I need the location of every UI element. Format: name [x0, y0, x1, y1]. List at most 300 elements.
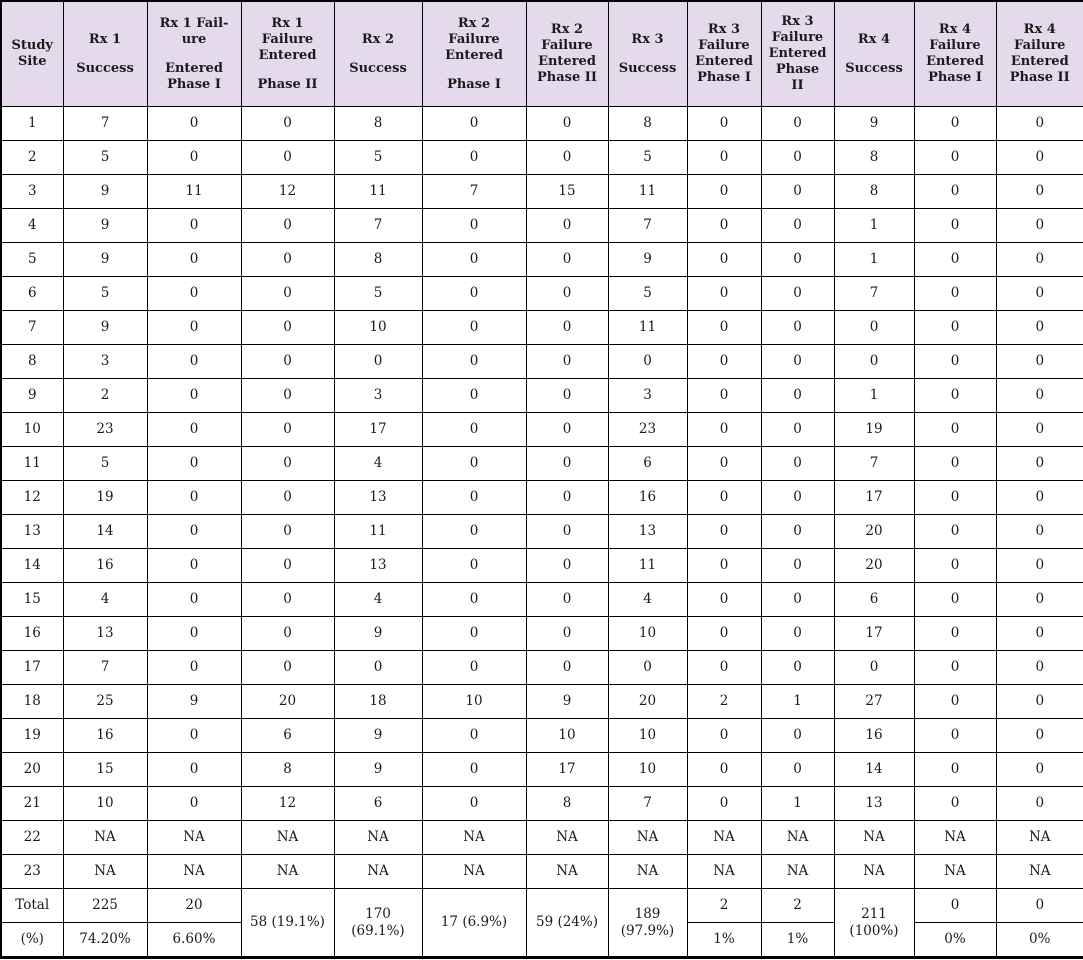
total-merged-cell: [334, 889, 422, 958]
header-line: Success: [845, 60, 903, 76]
header-line: Phase II: [537, 70, 597, 85]
data-cell: 1: [834, 209, 914, 243]
table-row-site-19: [1, 719, 1083, 753]
data-cell: 11: [608, 175, 687, 209]
table-row-site-17: [1, 651, 1083, 685]
header-line: Rx 2: [550, 22, 584, 37]
data-cell: 0: [422, 651, 526, 685]
data-cell: 0: [914, 685, 996, 719]
header-line: Entered: [695, 54, 753, 69]
data-cell: 16: [63, 719, 147, 753]
data-cell: 0: [761, 481, 834, 515]
data-cell: 9: [63, 209, 147, 243]
data-cell: 0: [147, 515, 241, 549]
data-cell: 0: [422, 515, 526, 549]
site-label-cell: 18: [1, 685, 63, 719]
site-label-cell: 3: [1, 175, 63, 209]
data-cell: 0: [422, 277, 526, 311]
data-cell: 0: [914, 447, 996, 481]
data-cell: 0: [422, 243, 526, 277]
total-row-label: Total: [1, 889, 63, 923]
data-cell: 0: [147, 447, 241, 481]
data-cell: 12: [241, 787, 334, 821]
total-row: [1, 889, 1083, 923]
table-footer: [1, 889, 1083, 958]
data-cell: 13: [334, 481, 422, 515]
header-line-gap: [244, 64, 332, 77]
data-cell: 0: [147, 141, 241, 175]
header-line: II: [791, 78, 804, 93]
data-cell: 4: [334, 447, 422, 481]
data-cell: 0: [996, 685, 1083, 719]
data-cell: 0: [996, 617, 1083, 651]
total-cell: 2: [687, 889, 761, 923]
table-row-site-20: [1, 753, 1083, 787]
data-cell: 0: [687, 379, 761, 413]
data-cell: 0: [687, 175, 761, 209]
table-row-site-2: [1, 141, 1083, 175]
table-row-site-10: [1, 413, 1083, 447]
data-cell: 0: [687, 209, 761, 243]
data-cell: 0: [761, 617, 834, 651]
data-cell: 0: [526, 107, 608, 141]
data-cell: 19: [834, 413, 914, 447]
data-cell: 0: [147, 379, 241, 413]
data-cell: 0: [422, 549, 526, 583]
percent-row-label: (%): [1, 923, 63, 958]
data-cell: NA: [334, 821, 422, 855]
header-cell-rx3-failure-phase1: [687, 1, 761, 107]
data-cell: 0: [914, 209, 996, 243]
percent-cell: 6.60%: [147, 923, 241, 958]
data-cell: 8: [334, 107, 422, 141]
data-cell: 0: [914, 719, 996, 753]
data-cell: 5: [608, 141, 687, 175]
data-cell: 9: [334, 719, 422, 753]
data-cell: 4: [63, 583, 147, 617]
data-cell: 13: [834, 787, 914, 821]
table-row-site-22: [1, 821, 1083, 855]
total-merged-cell: [526, 889, 608, 958]
data-cell: NA: [63, 821, 147, 855]
header-line: Failure: [448, 31, 500, 47]
data-cell: 0: [914, 141, 996, 175]
data-cell: 0: [526, 379, 608, 413]
header-cell-rx2-failure-phase1: [422, 1, 526, 107]
table-row-site-23: [1, 855, 1083, 889]
data-cell: 9: [834, 107, 914, 141]
data-cell: 23: [63, 413, 147, 447]
data-cell: 11: [334, 515, 422, 549]
data-cell: 0: [526, 243, 608, 277]
data-cell: 0: [687, 277, 761, 311]
data-cell: 0: [526, 617, 608, 651]
data-cell: NA: [996, 821, 1083, 855]
data-cell: NA: [996, 855, 1083, 889]
data-cell: 0: [526, 209, 608, 243]
table-row-site-8: [1, 345, 1083, 379]
data-cell: 0: [914, 379, 996, 413]
data-cell: 0: [687, 481, 761, 515]
data-cell: 6: [241, 719, 334, 753]
data-cell: 0: [914, 481, 996, 515]
site-label-cell: 17: [1, 651, 63, 685]
site-label-cell: 14: [1, 549, 63, 583]
header-line: Failure: [541, 38, 593, 53]
site-label-cell: 7: [1, 311, 63, 345]
total-merged-line: (69.1%): [351, 922, 405, 939]
data-cell: 0: [147, 277, 241, 311]
data-cell: 0: [914, 617, 996, 651]
data-cell: 0: [147, 753, 241, 787]
header-line: Rx 4: [1023, 22, 1056, 37]
table-row-site-14: [1, 549, 1083, 583]
table-row-site-4: [1, 209, 1083, 243]
data-cell: 0: [422, 481, 526, 515]
header-line: Entered: [1010, 54, 1069, 69]
site-label-cell: 11: [1, 447, 63, 481]
data-cell: 0: [761, 277, 834, 311]
data-cell: 0: [761, 209, 834, 243]
header-line: Success: [618, 60, 677, 76]
data-cell: 0: [761, 719, 834, 753]
header-cell-rx1-success: [63, 1, 147, 107]
data-cell: 15: [526, 175, 608, 209]
data-cell: 0: [761, 753, 834, 787]
header-cell-study-site: [1, 1, 63, 107]
data-cell: 0: [422, 617, 526, 651]
data-cell: 0: [422, 379, 526, 413]
data-cell: 9: [63, 311, 147, 345]
site-label-cell: 23: [1, 855, 63, 889]
total-merged-line: 170: [365, 905, 391, 922]
data-cell: 0: [687, 617, 761, 651]
header-line: Failure: [261, 31, 314, 47]
data-cell: 3: [608, 379, 687, 413]
data-cell: 0: [996, 447, 1083, 481]
header-line: Success: [76, 60, 134, 76]
data-cell: 19: [63, 481, 147, 515]
data-cell: 0: [996, 345, 1083, 379]
data-cell: 0: [761, 141, 834, 175]
header-cell-rx4-failure-phase1: [914, 1, 996, 107]
header-line: Phase I: [447, 76, 501, 92]
data-cell: 0: [996, 175, 1083, 209]
data-cell: 11: [334, 175, 422, 209]
data-cell: 0: [687, 549, 761, 583]
data-cell: 0: [147, 481, 241, 515]
data-cell: 0: [147, 413, 241, 447]
data-cell: 10: [608, 617, 687, 651]
data-cell: 0: [241, 379, 334, 413]
header-line: ure: [181, 31, 207, 47]
data-cell: 0: [761, 447, 834, 481]
data-cell: 1: [761, 787, 834, 821]
data-cell: NA: [834, 855, 914, 889]
data-cell: 7: [334, 209, 422, 243]
site-label-cell: 12: [1, 481, 63, 515]
data-cell: 0: [241, 345, 334, 379]
data-cell: 0: [996, 719, 1083, 753]
data-cell: 0: [241, 515, 334, 549]
header-cell-rx3-failure-phase2: [761, 1, 834, 107]
data-cell: 18: [334, 685, 422, 719]
header-line: Phase II: [1009, 70, 1070, 85]
percent-cell: 0%: [996, 923, 1083, 958]
header-line: Phase I: [697, 70, 751, 85]
data-cell: 0: [147, 311, 241, 345]
data-cell: 0: [147, 787, 241, 821]
header-cell-rx3-success: [608, 1, 687, 107]
data-cell: 0: [526, 277, 608, 311]
data-cell: 0: [914, 175, 996, 209]
total-merged-line: (100%): [849, 922, 899, 939]
data-cell: 0: [147, 583, 241, 617]
site-label-cell: 16: [1, 617, 63, 651]
data-cell: 1: [834, 379, 914, 413]
data-cell: 20: [834, 515, 914, 549]
table-row-site-16: [1, 617, 1083, 651]
data-cell: 10: [608, 753, 687, 787]
data-cell: 0: [687, 243, 761, 277]
table-row-site-3: [1, 175, 1083, 209]
site-label-cell: 20: [1, 753, 63, 787]
site-label-cell: 2: [1, 141, 63, 175]
data-cell: NA: [422, 821, 526, 855]
data-cell: 5: [334, 277, 422, 311]
data-cell: 0: [996, 243, 1083, 277]
data-cell: 0: [914, 311, 996, 345]
data-cell: 5: [608, 277, 687, 311]
data-cell: 0: [687, 787, 761, 821]
total-cell: 225: [63, 889, 147, 923]
data-cell: 9: [334, 617, 422, 651]
data-cell: 0: [996, 107, 1083, 141]
data-cell: 0: [526, 141, 608, 175]
header-cell-rx1-failure-phase2: [241, 1, 334, 107]
header-line: Study: [11, 38, 53, 53]
data-cell: 0: [914, 583, 996, 617]
data-cell: NA: [241, 855, 334, 889]
data-cell: 16: [608, 481, 687, 515]
site-label-cell: 1: [1, 107, 63, 141]
data-cell: 0: [914, 345, 996, 379]
data-cell: NA: [63, 855, 147, 889]
data-cell: 0: [422, 345, 526, 379]
data-cell: 0: [996, 787, 1083, 821]
site-label-cell: 10: [1, 413, 63, 447]
data-cell: 0: [914, 277, 996, 311]
data-cell: 0: [834, 651, 914, 685]
data-cell: NA: [687, 855, 761, 889]
data-cell: 11: [147, 175, 241, 209]
data-cell: NA: [761, 821, 834, 855]
data-cell: 10: [334, 311, 422, 345]
data-cell: 0: [914, 753, 996, 787]
data-cell: 0: [241, 651, 334, 685]
data-cell: 0: [147, 243, 241, 277]
data-cell: 1: [834, 243, 914, 277]
data-cell: 0: [761, 345, 834, 379]
data-cell: 0: [996, 413, 1083, 447]
header-line: Entered: [768, 46, 827, 61]
data-cell: 0: [996, 549, 1083, 583]
header-line: Rx 2: [361, 31, 395, 47]
data-cell: 7: [834, 447, 914, 481]
data-cell: 5: [63, 277, 147, 311]
header-line: Phase II: [257, 76, 318, 92]
header-line: Failure: [771, 30, 824, 45]
data-cell: 0: [334, 345, 422, 379]
header-cell-rx2-success: [334, 1, 422, 107]
data-cell: 16: [834, 719, 914, 753]
data-cell: 0: [147, 209, 241, 243]
data-cell: 0: [996, 277, 1083, 311]
data-cell: 0: [608, 345, 687, 379]
total-merged-cell: [834, 889, 914, 958]
data-cell: 0: [241, 413, 334, 447]
header-cell-rx2-failure-phase2: [526, 1, 608, 107]
data-cell: 0: [241, 209, 334, 243]
data-cell: 17: [834, 617, 914, 651]
data-cell: 0: [914, 107, 996, 141]
header-line: Failure: [1014, 38, 1066, 53]
data-cell: 0: [147, 719, 241, 753]
data-cell: 0: [761, 175, 834, 209]
table-row-site-11: [1, 447, 1083, 481]
table-row-site-7: [1, 311, 1083, 345]
header-line: Phase: [775, 62, 820, 77]
data-cell: 6: [834, 583, 914, 617]
data-cell: NA: [914, 855, 996, 889]
header-line: Rx 1: [88, 31, 122, 47]
data-cell: 0: [761, 515, 834, 549]
data-cell: 0: [687, 311, 761, 345]
total-merged-line: 211: [861, 905, 887, 922]
data-cell: 4: [608, 583, 687, 617]
header-line: Entered: [165, 60, 223, 76]
header-cell-rx4-success: [834, 1, 914, 107]
data-cell: 15: [63, 753, 147, 787]
header-line: Entered: [445, 47, 503, 63]
data-cell: 9: [63, 175, 147, 209]
data-cell: 0: [996, 515, 1083, 549]
data-cell: 7: [422, 175, 526, 209]
data-cell: NA: [526, 855, 608, 889]
header-line: Rx 1: [271, 15, 304, 31]
header-line-gap: [837, 48, 912, 61]
data-cell: 0: [608, 651, 687, 685]
site-label-cell: 6: [1, 277, 63, 311]
data-cell: 0: [241, 141, 334, 175]
data-cell: 17: [834, 481, 914, 515]
data-cell: 0: [761, 311, 834, 345]
site-label-cell: 21: [1, 787, 63, 821]
data-cell: 0: [761, 583, 834, 617]
data-cell: 8: [834, 175, 914, 209]
table-row-site-21: [1, 787, 1083, 821]
data-cell: 0: [526, 549, 608, 583]
data-cell: 6: [334, 787, 422, 821]
data-cell: NA: [422, 855, 526, 889]
total-merged-line: 189: [634, 905, 661, 922]
table-row-site-1: [1, 107, 1083, 141]
data-cell: 3: [334, 379, 422, 413]
header-line: Site: [17, 54, 47, 69]
data-cell: 0: [914, 515, 996, 549]
data-cell: 0: [996, 141, 1083, 175]
data-cell: 0: [422, 583, 526, 617]
data-cell: 0: [241, 447, 334, 481]
table-row-site-9: [1, 379, 1083, 413]
data-cell: 0: [914, 549, 996, 583]
data-cell: 10: [526, 719, 608, 753]
data-cell: 0: [241, 583, 334, 617]
data-cell: 0: [241, 481, 334, 515]
header-line: Failure: [698, 38, 750, 53]
table-body: [1, 107, 1083, 889]
data-cell: 0: [241, 107, 334, 141]
data-cell: 2: [687, 685, 761, 719]
data-cell: 0: [422, 141, 526, 175]
data-cell: 0: [914, 787, 996, 821]
header-line: Rx 3: [631, 31, 664, 47]
data-cell: 0: [687, 515, 761, 549]
header-line: Success: [349, 60, 407, 76]
percent-cell: 74.20%: [63, 923, 147, 958]
data-cell: NA: [687, 821, 761, 855]
data-cell: 0: [147, 651, 241, 685]
data-cell: 0: [996, 311, 1083, 345]
site-label-cell: 9: [1, 379, 63, 413]
data-cell: 0: [147, 617, 241, 651]
data-cell: 25: [63, 685, 147, 719]
table-row-site-6: [1, 277, 1083, 311]
header-line: Rx 3: [707, 22, 741, 37]
data-cell: 0: [422, 107, 526, 141]
total-cell: 20: [147, 889, 241, 923]
data-cell: 17: [526, 753, 608, 787]
data-cell: 0: [761, 651, 834, 685]
data-cell: 0: [526, 481, 608, 515]
data-cell: 0: [422, 447, 526, 481]
data-cell: 1: [761, 685, 834, 719]
data-cell: 0: [422, 311, 526, 345]
data-cell: 14: [834, 753, 914, 787]
site-label-cell: 22: [1, 821, 63, 855]
table-row-site-15: [1, 583, 1083, 617]
header-line: Entered: [926, 54, 984, 69]
data-cell: 9: [334, 753, 422, 787]
data-cell: 0: [996, 481, 1083, 515]
data-cell: 14: [63, 515, 147, 549]
data-cell: 10: [608, 719, 687, 753]
data-cell: 3: [63, 345, 147, 379]
data-cell: 0: [241, 549, 334, 583]
header-cell-rx1-failure-phase1: [147, 1, 241, 107]
data-cell: 0: [422, 787, 526, 821]
data-cell: 17: [334, 413, 422, 447]
header-line-gap: [425, 64, 524, 77]
total-merged-cell: [241, 889, 334, 958]
data-cell: 0: [687, 651, 761, 685]
header-line: Phase I: [167, 76, 221, 92]
data-cell: 20: [241, 685, 334, 719]
data-cell: 8: [608, 107, 687, 141]
total-merged-line: (97.9%): [620, 922, 675, 939]
data-cell: 0: [761, 549, 834, 583]
data-cell: 0: [687, 583, 761, 617]
